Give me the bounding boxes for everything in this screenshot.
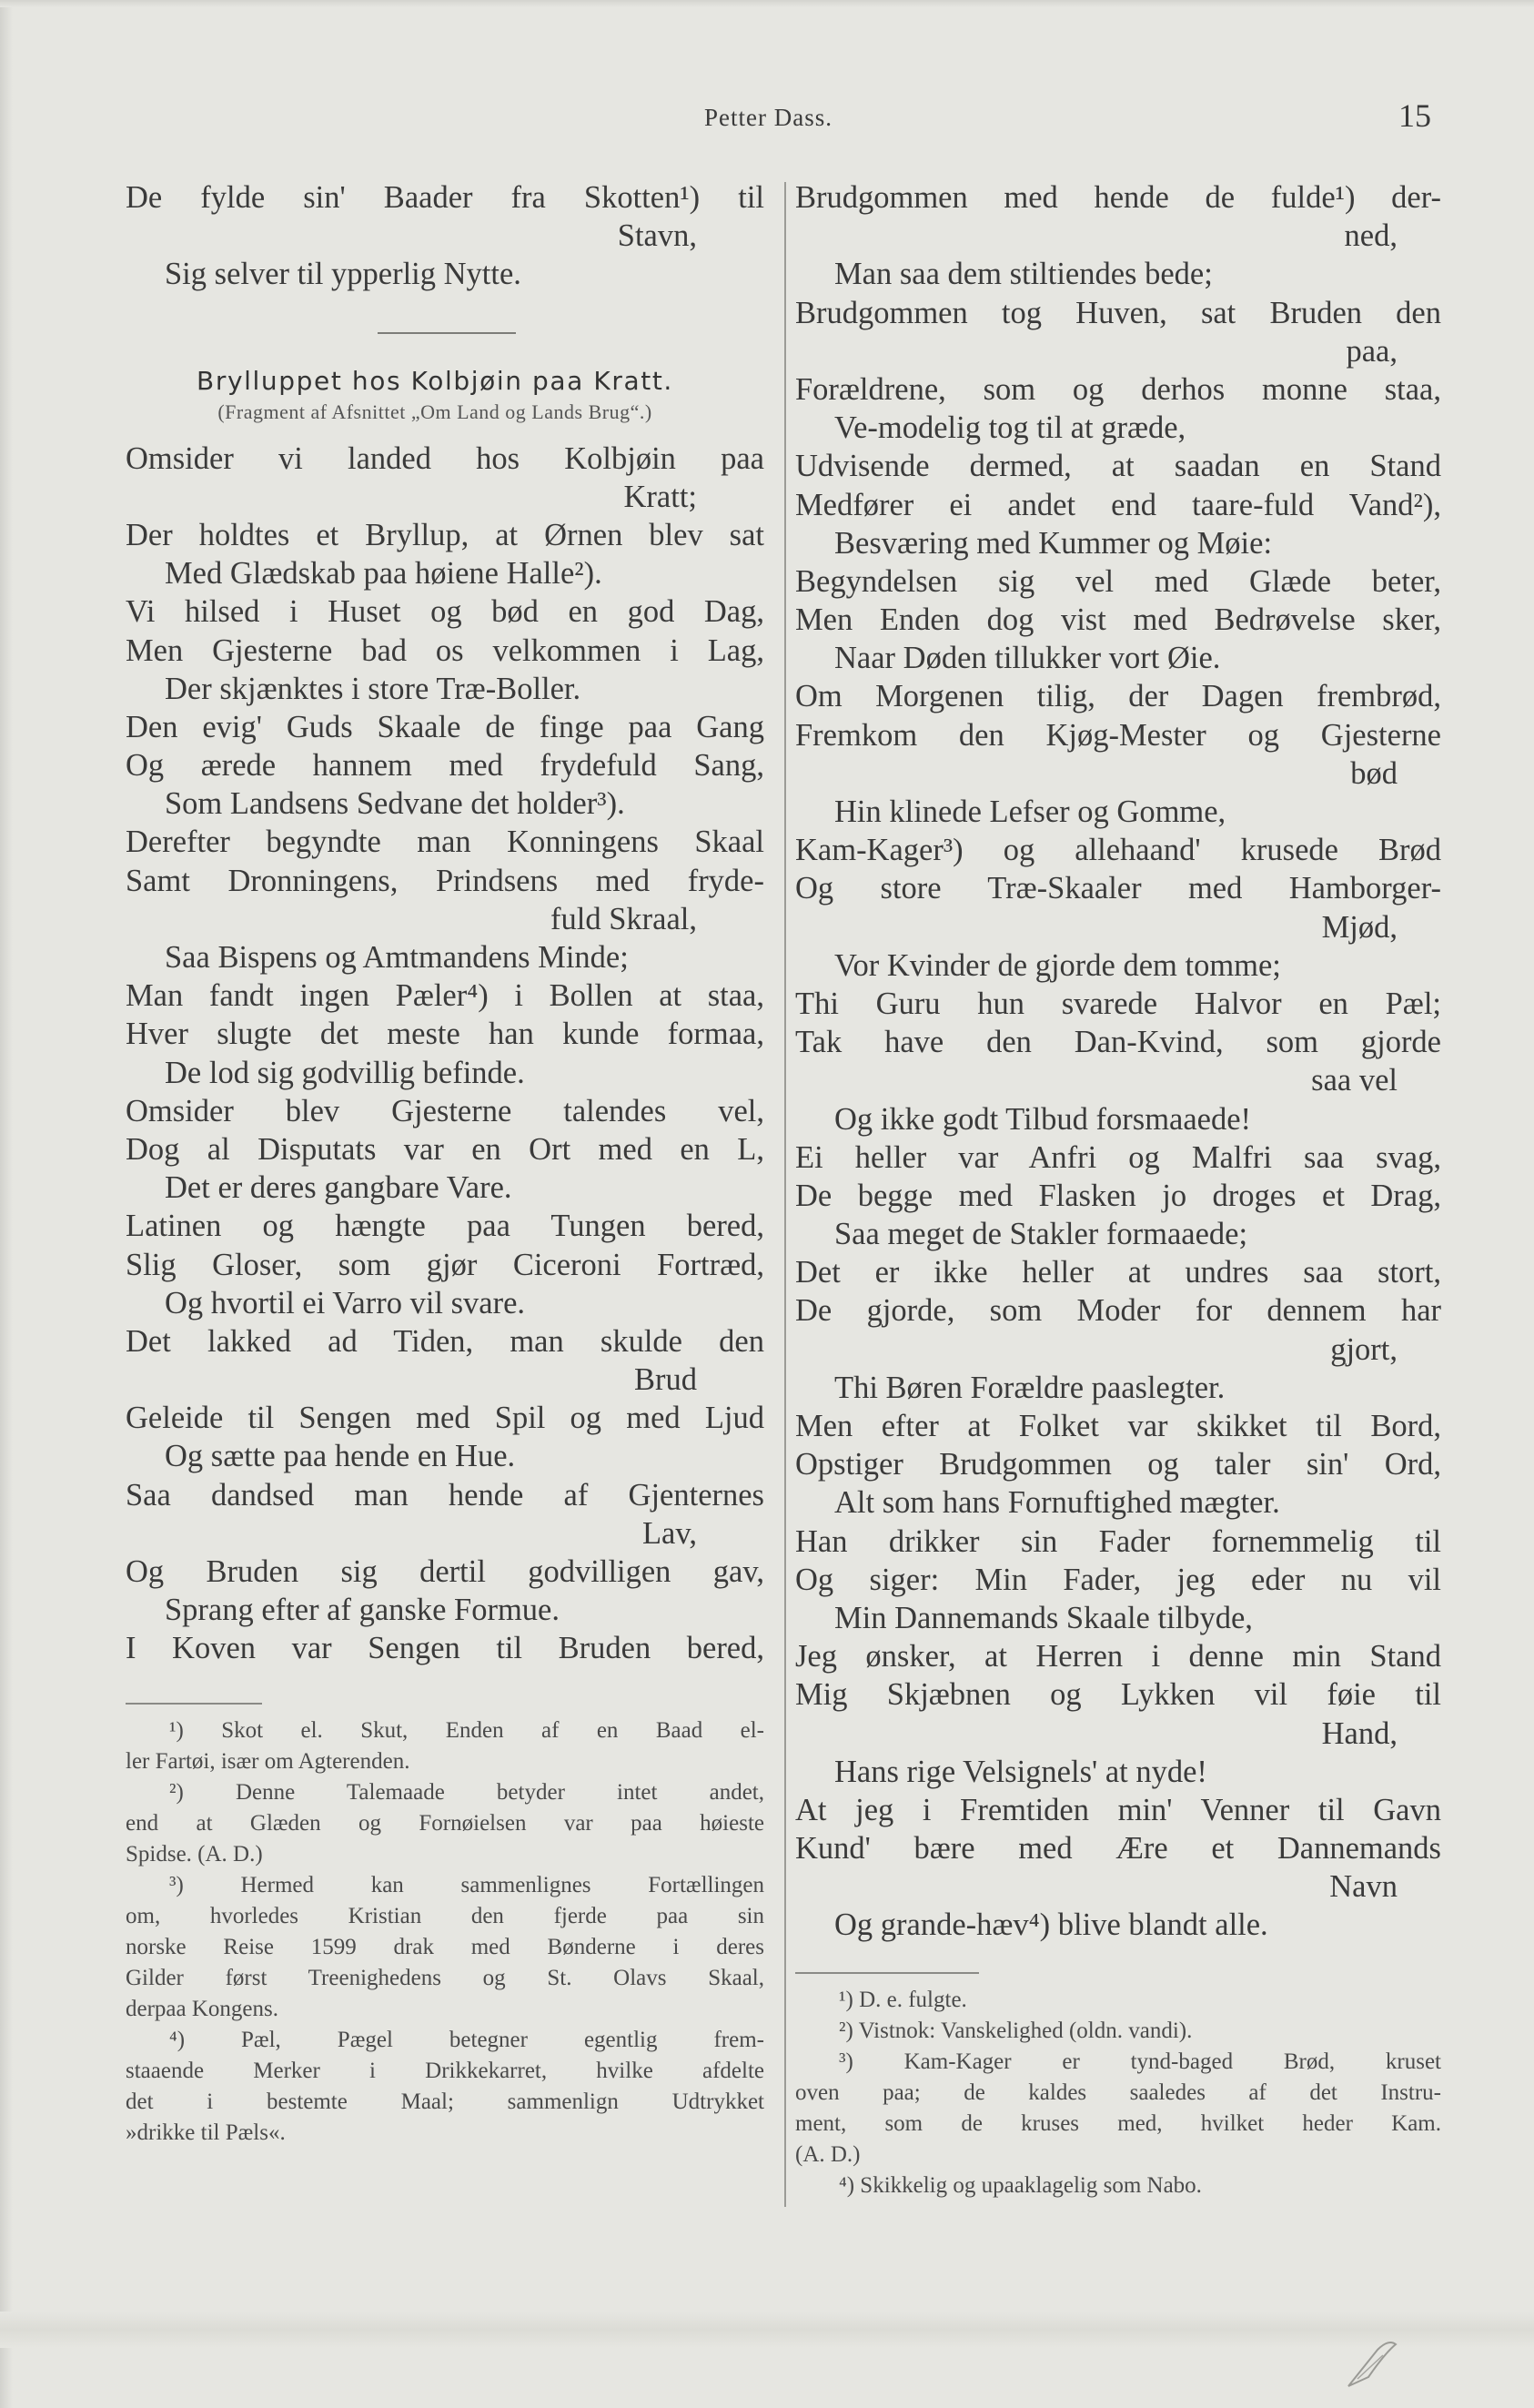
verse-line: Der holdtes et Bryllup, at Ørnen blev sat — [126, 517, 764, 552]
verse-line: Opstiger Brudgommen og taler sin' Ord, — [795, 1447, 1441, 1482]
page-edge-shadow — [0, 0, 13, 2408]
verse-line: Brudgommen tog Huven, sat Bruden den — [795, 295, 1441, 330]
verse-line: Stavn, — [617, 218, 697, 254]
verse-line: Forældrene, som og derhos monne staa, — [795, 371, 1441, 407]
verse-line: Man saa dem stiltiendes bede; — [834, 257, 1213, 292]
verse-line: Og siger: Min Fader, jeg eder nu vil — [795, 1562, 1441, 1597]
verse-line: Omsider vi landed hos Kolbjøin paa — [126, 440, 764, 476]
verse-line: Mig Skjæbnen og Lykken vil føie til — [795, 1677, 1441, 1713]
footnotes-right — [795, 1985, 1441, 2201]
verse-line: Og ærede hannem med frydefuld Sang, — [126, 748, 764, 784]
footnote-line: derpaa Kongens. — [126, 1996, 278, 2021]
verse-line: Min Dannemands Skaale tilbyde, — [834, 1600, 1253, 1635]
verse-line: Thi Guru hun svarede Halvor en Pæl; — [795, 986, 1441, 1021]
footnote-line: end at Glæden og Fornøielsen var paa høieste — [126, 1810, 764, 1836]
verse-line: gjort, — [1330, 1331, 1398, 1367]
verse-line: Som Landsens Sedvane det holder³). — [165, 786, 625, 822]
left-column — [126, 178, 764, 2149]
verse-line: Lav, — [641, 1515, 697, 1551]
verse-line: Vor Kvinder de gjorde dem tomme; — [834, 947, 1281, 983]
verse-line: De fylde sin' Baader fra Skotten¹) til — [126, 180, 764, 215]
verse-line: Kund' bære med Ære et Dannemands — [795, 1831, 1441, 1867]
footnote-line: »drikke til Pæls«. — [126, 2120, 286, 2145]
footnote-line: ²) Denne Talemaade betyder intet andet, — [169, 1779, 764, 1805]
verse-line: Ve-modelig tog til at græde, — [834, 410, 1186, 446]
page-number: 15 — [1398, 97, 1431, 134]
verse-line: Alt som hans Fornuftighed mægter. — [834, 1485, 1280, 1521]
scan-band — [0, 2312, 1534, 2348]
verse-line: Fremkom den Kjøg-Mester og Gjesterne — [795, 717, 1441, 753]
verse-line: Dog al Disputats var en Ort med en L, — [126, 1131, 764, 1167]
verse-line: Hin klinede Lefser og Gomme, — [834, 794, 1226, 829]
footnote-line: ⁴) Skikkelig og upaaklagelig som Nabo. — [839, 2172, 1202, 2198]
verse-line: Vi hilsed i Huset og bød en god Dag, — [126, 594, 764, 630]
verse-line: Det er deres gangbare Vare. — [165, 1170, 512, 1206]
section-subtitle: (Fragment af Afsnittet „Om Land og Lands Brug“.) — [217, 400, 652, 423]
poem-left — [126, 440, 764, 1668]
verse-line: Han drikker sin Fader fornemmelig til — [795, 1523, 1441, 1559]
verse-line: Det lakked ad Tiden, man skulde den — [126, 1323, 764, 1359]
verse-line: De lod sig godvillig befinde. — [165, 1055, 525, 1090]
verse-line: De begge med Flasken jo droges et Drag, — [795, 1178, 1441, 1213]
verse-line: Med Glædskab paa høiene Halle²). — [165, 556, 602, 592]
verse-line: Begyndelsen sig vel med Glæde beter, — [795, 563, 1441, 599]
verse-line: bød — [1350, 755, 1398, 791]
verse-line: Det er ikke heller at undres saa stort, — [795, 1255, 1441, 1290]
footnote-line: ler Fartøi, især om Agterenden. — [126, 1748, 410, 1774]
verse-line: Derefter begyndte man Konningens Skaal — [126, 825, 764, 860]
verse-line: Navn — [1329, 1869, 1398, 1905]
verse-line: Brudgommen med hende de fulde¹) der- — [795, 180, 1441, 215]
verse-line: Latinen og hængte paa Tungen bered, — [126, 1209, 764, 1244]
verse-line: Kratt; — [623, 479, 697, 514]
verse-line: fuld Skraal, — [550, 901, 697, 936]
column-divider — [784, 182, 786, 2207]
verse-line: paa, — [1346, 333, 1398, 369]
verse-line: Hans rige Velsignels' at nyde! — [834, 1754, 1207, 1789]
footnote-line: norske Reise 1599 drak med Bønderne i deres — [126, 1934, 764, 1959]
verse-line: Tak have den Dan-Kvind, som gjorde — [795, 1025, 1441, 1060]
verse-line: Om Morgenen tilig, der Dagen frembrød, — [795, 679, 1441, 714]
running-head: Petter Dass. — [704, 104, 833, 131]
verse-line: Og hvortil ei Varro vil svare. — [165, 1285, 526, 1320]
verse-line: saa vel — [1311, 1063, 1398, 1098]
verse-line: Naar Døden tillukker vort Øie. — [834, 641, 1221, 676]
footnote-line: Gilder først Treenighedens og St. Olavs Skaal, — [126, 1965, 764, 1990]
verse-line: Thi Børen Forældre paaslegter. — [834, 1370, 1226, 1405]
footnote-line: ³) Kam-Kager er tynd-baged Brød, kruset — [839, 2049, 1441, 2074]
verse-line: Saa dandsed man hende af Gjenternes — [126, 1477, 764, 1513]
verse-line: Sprang efter af ganske Formue. — [165, 1593, 560, 1628]
verse-line: Hver slugte det meste han kunde formaa, — [126, 1017, 764, 1052]
verse-line: Brud — [634, 1362, 697, 1398]
footnote-line: (A. D.) — [795, 2141, 861, 2167]
footnote-line: staaende Merker i Drikkekarret, hvilke afdelte — [126, 2058, 764, 2083]
verse-line: De gjorde, som Moder for dennem har — [795, 1293, 1441, 1329]
verse-line: Saa meget de Stakler formaaede; — [834, 1217, 1248, 1252]
footnote-line: oven paa; de kaldes saaledes af det Instru- — [795, 2079, 1441, 2105]
verse-line: Sig selver til ypperlig Nytte. — [165, 257, 521, 292]
opening-stanza — [126, 178, 764, 294]
footnotes-left — [126, 1715, 764, 2149]
verse-line: I Koven var Sengen til Bruden bered, — [126, 1631, 764, 1666]
footnote-line: ³) Hermed kan sammenlignes Fortællingen — [169, 1872, 764, 1897]
verse-line: Men Enden dog vist med Bedrøvelse sker, — [795, 602, 1441, 638]
verse-line: ned, — [1344, 218, 1398, 254]
verse-line: Medfører ei andet end taare-fuld Vand²), — [795, 487, 1441, 522]
verse-line: Og sætte paa hende en Hue. — [165, 1439, 516, 1474]
right-column — [795, 178, 1441, 2201]
verse-line: Samt Dronningens, Prindsens med fryde- — [126, 863, 764, 898]
footnote-line: det i bestemte Maal; sammenlign Udtrykket — [126, 2089, 764, 2114]
footnote-line: ment, som de kruses med, hvilket heder Kam. — [795, 2110, 1441, 2136]
verse-line: Omsider blev Gjesterne talendes vel, — [126, 1093, 764, 1128]
verse-line: Jeg ønsker, at Herren i denne min Stand — [795, 1639, 1441, 1674]
verse-line: Besværing med Kummer og Møie: — [834, 525, 1273, 561]
footnote-line: om, hvorledes Kristian den fjerde paa sin — [126, 1903, 764, 1928]
verse-line: Man fandt ingen Pæler⁴) i Bollen at staa, — [126, 978, 764, 1014]
verse-line: Men efter at Folket var skikket til Bord, — [795, 1409, 1441, 1443]
verse-line: Geleide til Sengen med Spil og med Ljud — [126, 1401, 764, 1436]
footnote-line: ²) Vistnok: Vanskelighed (oldn. vandi). — [839, 2018, 1193, 2043]
verse-line: Og ikke godt Tilbud forsmaaede! — [834, 1101, 1252, 1137]
verse-line: Og grande-hæv⁴) blive blandt alle. — [834, 1907, 1268, 1943]
verse-line: Ei heller var Anfri og Malfri saa svag, — [795, 1139, 1441, 1175]
footnote-line: ⁴) Pæl, Pægel betegner egentlig frem- — [169, 2027, 764, 2052]
verse-line: Udvisende dermed, at saadan en Stand — [795, 449, 1441, 484]
verse-line: Og Bruden sig dertil godvilligen gav, — [126, 1554, 764, 1589]
footnote-line: ¹) Skot el. Skut, Enden af en Baad el- — [169, 1717, 764, 1743]
page-top-shadow — [0, 0, 1534, 7]
verse-line: At jeg i Fremtiden min' Venner til Gavn — [795, 1792, 1441, 1827]
verse-line: Men Gjesterne bad os velkommen i Lag, — [126, 632, 764, 668]
verse-line: Saa Bispens og Amtmandens Minde; — [165, 940, 629, 975]
poem-right — [795, 178, 1441, 1945]
verse-line: Der skjænktes i store Træ-Boller. — [165, 671, 581, 706]
verse-line: Kam-Kager³) og allehaand' krusede Brød — [795, 833, 1441, 868]
footnote-line: ¹) D. e. fulgte. — [839, 1987, 967, 2012]
footnote-line: Spidse. (A. D.) — [126, 1841, 263, 1867]
verse-line: Mjød, — [1321, 909, 1398, 945]
verse-line: Slig Gloser, som gjør Ciceroni Fortræd, — [126, 1247, 764, 1282]
section-title: Brylluppet hos Kolbjøin paa Kratt. — [197, 365, 673, 396]
verse-line: Den evig' Guds Skaale de finge paa Gang — [126, 709, 764, 744]
verse-line: Og store Træ-Skaaler med Hamborger- — [795, 871, 1441, 906]
verse-line: Hand, — [1321, 1715, 1398, 1751]
library-stamp-mark — [1341, 2330, 1405, 2393]
